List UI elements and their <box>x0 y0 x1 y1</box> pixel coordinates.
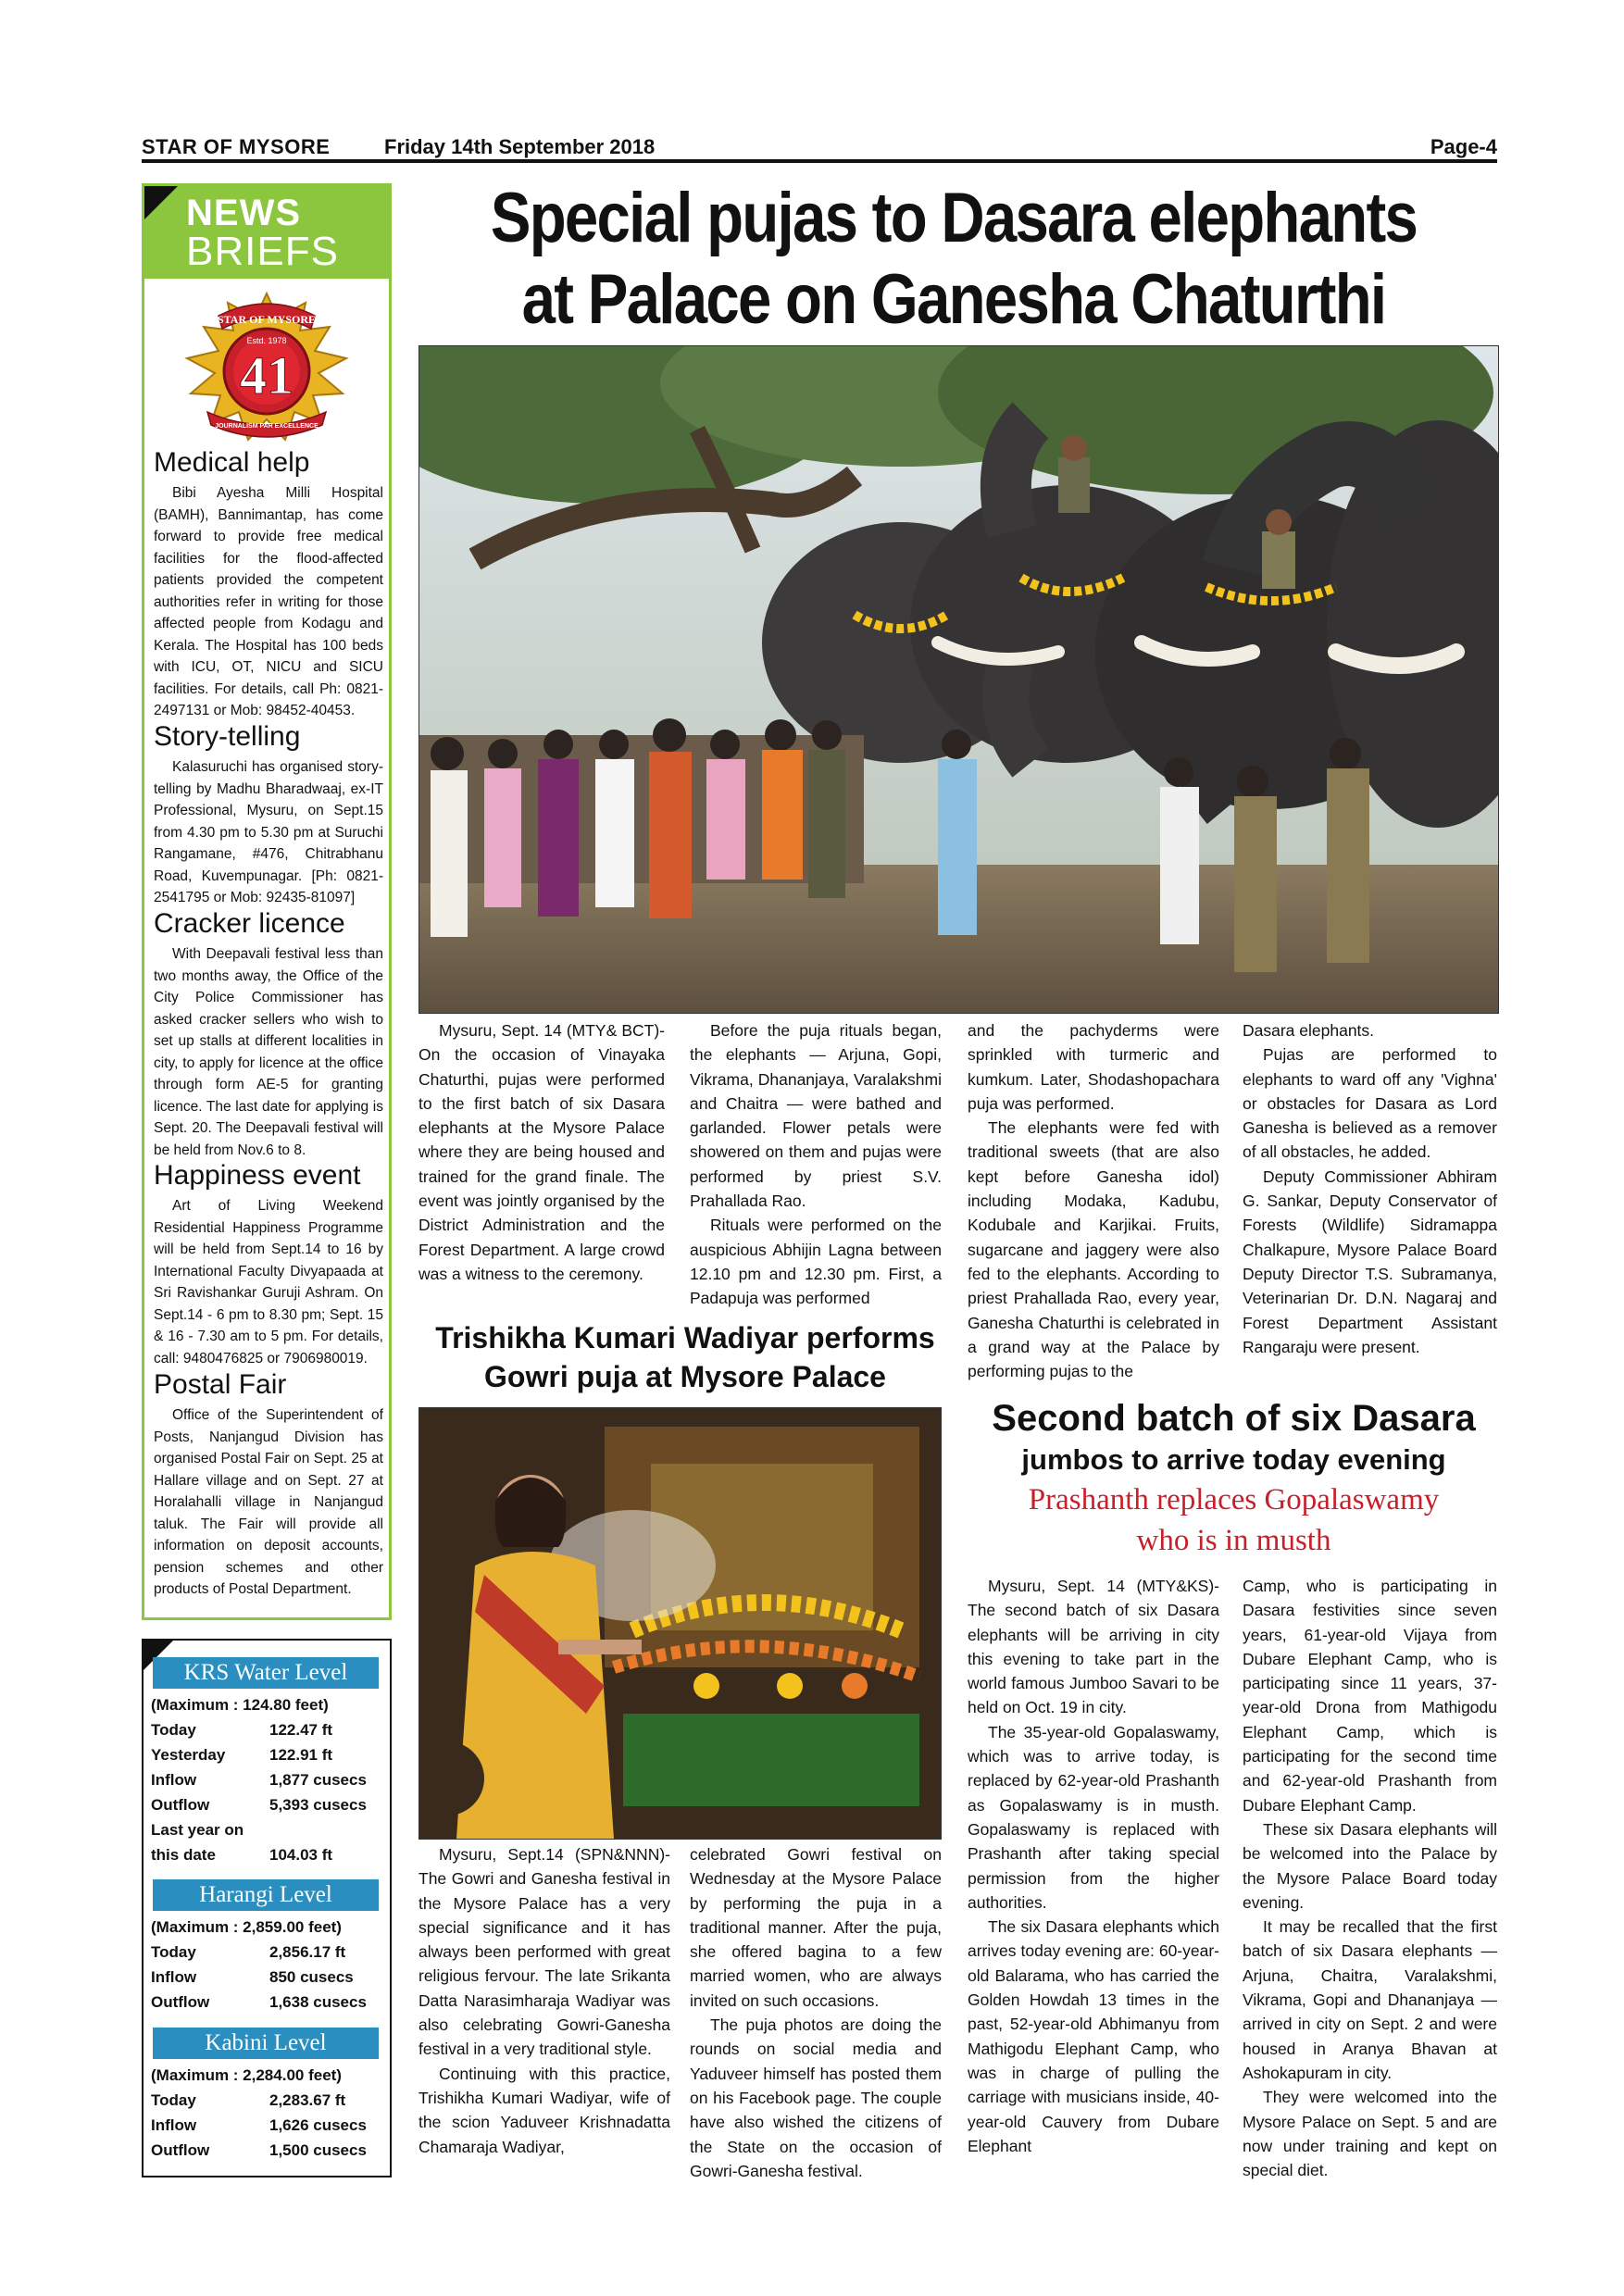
paragraph: Rituals were performed on the auspicious Abhijin Lagna between 12.10 pm and 12.30 pm. First, a Padapuja was performed <box>690 1216 942 1308</box>
brief-cracker-licence <box>154 908 383 1161</box>
gowri-col2 <box>690 1842 942 2183</box>
paragraph: It may be recalled that the first batch of six Dasara elephants — Arjuna, Chaitra, Varalakshmi, Vikrama, Gopi and Dhananjaya — arrived in city on Sept. 2 and were housed in Aranya Bhavan at Ashokapuram in city. <box>1243 1917 1497 2082</box>
brief-title: Medical help <box>154 447 310 478</box>
page-number: Page-4 <box>1430 135 1497 158</box>
row-value: 122.91 ft <box>269 1746 333 1764</box>
news-label: NEWS <box>186 193 301 233</box>
paragraph: Deputy Commissioner Abhiram G. Sankar, Deputy Conservator of Forests (Wildlife) Sidramappa Chalkapure, Mysore Palace Board Deputy Director T.S. Subramanya, Veterinarian Dr. D.N. Nagaraj and Forest Department Assistant Rangaraju were present. <box>1243 1167 1497 1356</box>
krs-title: KRS Water Level <box>153 1657 379 1689</box>
kabini-title: Kabini Level <box>153 2028 379 2059</box>
krs-row-inflow <box>151 1767 382 1792</box>
krs-row-last-year <box>151 1817 382 1842</box>
anniversary-logo <box>165 290 369 447</box>
row-key: Outflow <box>151 1993 210 2011</box>
paragraph: Pujas are performed to elephants to ward off any 'Vighna' or obstacles for Dasara as Lord Ganesha is believed as a remover of all obstacles, he added. <box>1243 1045 1497 1162</box>
row-key: Outflow <box>151 1796 210 1814</box>
paragraph: The 35-year-old Gopalaswamy, which was to arrive today, is replaced by 62-year-old Prashanth as Gopalaswamy is in musth. Gopalaswamy is replaced with Prashanth after taking special permission from the higher authorities. <box>968 1722 1219 1912</box>
brief-title: Postal Fair <box>154 1369 287 1400</box>
brief-text: Bibi Ayesha Milli Hospital (BAMH), Bannimantap, has come forward to provide free medical facilities for the flood-affected patients provided the competent authorities refer in writing for those affected people from Kodagu and Kerala. The Hospital has 100 beds with ICU, OT, NICU and SICU facilities. For details, call Ph: 0821-2497131 or Mob: 98452-40453. <box>154 485 383 718</box>
elephants-illustration <box>419 346 1498 1013</box>
corner-marker <box>144 186 178 219</box>
row-key: Today <box>151 1721 196 1739</box>
krs-row-outflow <box>151 1792 382 1817</box>
row-value: 1,500 cusecs <box>269 2141 367 2159</box>
main-headline <box>484 178 1424 341</box>
row-value: 1,638 cusecs <box>269 1993 367 2011</box>
masthead-rule <box>142 159 1497 163</box>
news-briefs-box <box>142 183 392 1620</box>
brief-title: Story-telling <box>154 721 301 752</box>
paragraph: Mysuru, Sept.14 (SPN&NNN)- The Gowri and Ganesha festival in the Mysore Palace has a very special significance and it has always been performed with great religious fervour. The late Srikanta Datta Narasimharaja Wadiyar was also celebrating Gowri-Ganesha festival in a very traditional style. <box>418 1845 670 2059</box>
kabini-row-inflow <box>151 2113 382 2138</box>
main-story-col4 <box>1243 1018 1497 1359</box>
main-headline-line1: Special pujas to Dasara elephants <box>490 179 1418 257</box>
krs-max-text: (Maximum : 124.80 feet) <box>151 1696 329 1714</box>
row-value: 1,877 cusecs <box>269 1771 367 1789</box>
kabini-row-today <box>151 2088 382 2113</box>
masthead <box>142 131 1497 163</box>
paragraph: and the pachyderms were sprinkled with turmeric and kumkum. Later, Shodashopachara puja was performed. <box>968 1021 1219 1113</box>
logo-number: 41 <box>240 345 294 406</box>
paragraph: The elephants were fed with traditional sweets (that are also kept before Ganesha idol) including Modaka, Kadubu, Kodubale and Karjikai. Fruits, sugarcane and jaggery were also fed to the elephants. According to priest Prahallada Rao, every year, Ganesha Chaturthi is celebrated in a grand way at the Palace by performing pujas to the <box>968 1118 1219 1381</box>
gowri-illustration <box>419 1408 941 1839</box>
row-key: Inflow <box>151 1771 197 1789</box>
row-value: 104.03 ft <box>269 1846 333 1864</box>
harangi-title: Harangi Level <box>153 1879 379 1911</box>
row-key: Today <box>151 1943 196 1961</box>
paragraph: celebrated Gowri festival on Wednesday at the Mysore Palace by performing the puja in a traditional manner. After the puja, she offered bagina to a few married women, who are always invited on such occasions. <box>690 1845 942 2010</box>
dasara-headline-line2: jumbos to arrive today evening <box>1021 1443 1446 1476</box>
paragraph: Camp, who is participating in Dasara festivities since seven years, 61-year-old Vijaya from Dubare Elephant Camp, who is participating since 11 years, 37-year-old Drona from Mathigodu Elephant Camp, which is participating for the second time and 62-year-old Prashanth from Dubare Elephant Camp. <box>1243 1577 1497 1815</box>
dasara-subhead-line2: who is in musth <box>1136 1524 1331 1557</box>
brief-text: With Deepavali festival less than two months away, the Office of the City Police Commissioner has asked cracker sellers who wish to set up stalls at different localities in city, to apply for licence at the office through form AE-5 for granting licence. The last date for applying is Sept. 20. The Deepavali festival will be held from Nov.6 to 8. <box>154 946 383 1158</box>
kabini-maximum <box>151 2063 382 2088</box>
brief-postal-fair <box>154 1369 383 1601</box>
paragraph: Mysuru, Sept. 14 (MTY&KS)- The second batch of six Dasara elephants will be arriving in city this evening to take part in the world famous Jumboo Savari to be held on Oct. 19 in city. <box>968 1577 1219 1717</box>
gowri-col1 <box>418 1842 670 2159</box>
elephants-puja-photo <box>418 345 1499 1014</box>
gowri-headline-line2: Gowri puja at Mysore Palace <box>484 1360 886 1393</box>
harangi-row-today <box>151 1940 382 1965</box>
paragraph: Mysuru, Sept. 14 (MTY& BCT)- On the occasion of Vinayaka Chaturthi, pujas were performed to the first batch of six Dasara elephants at the Mysore Palace where they are being housed and trained for the grand finale. The event was jointly organised by the District Administration and the Forest Department. A large crowd was a witness to the ceremony. <box>418 1021 665 1283</box>
brief-happiness-event <box>154 1160 383 1369</box>
row-key: Inflow <box>151 1968 197 1986</box>
row-value: 122.47 ft <box>269 1721 333 1739</box>
row-value: 2,856.17 ft <box>269 1943 346 1961</box>
row-key: Inflow <box>151 2116 197 2134</box>
row-key: Last year on <box>151 1821 244 1839</box>
dasara-headline-line1: Second batch of six Dasara <box>992 1398 1476 1439</box>
krs-maximum <box>151 1692 382 1717</box>
row-key: Yesterday <box>151 1746 226 1764</box>
gowri-headline-line1: Trishikha Kumari Wadiyar performs <box>435 1321 935 1354</box>
paragraph: The six Dasara elephants which arrives today evening are: 60-year-old Balarama, who has carried the Golden Howdah 13 times in the past, 52-year-old Abhimanyu from Mathigodu Elephant Camp, who was in charge of pulling the carriage with musicians inside, 40-year-old Cauvery from Dubare Elephant <box>968 1917 1219 2155</box>
paragraph: The puja photos are doing the rounds on social media and Yaduveer himself has posted them on his Facebook page. The couple have also wished the citizens of the State on the occasion of Gowri-Ganesha festival. <box>690 2015 942 2180</box>
dasara-subhead-line1: Prashanth replaces Gopalaswamy <box>1028 1483 1440 1516</box>
logo-estd-text: Estd. 1978 <box>246 336 287 345</box>
gowri-headline <box>407 1318 963 1396</box>
row-value: 2,283.67 ft <box>269 2091 346 2109</box>
main-story-col2 <box>690 1018 942 1311</box>
water-level-box <box>142 1639 392 2177</box>
krs-row-yesterday <box>151 1742 382 1767</box>
brief-medical-help <box>154 447 383 722</box>
brief-story-telling <box>154 721 383 909</box>
paragraph: Continuing with this practice, Trishikha Kumari Wadiyar, wife of the scion Yaduveer Krishnadatta Chamaraja Wadiyar, <box>418 2064 670 2156</box>
kabini-max-text: (Maximum : 2,284.00 feet) <box>151 2066 342 2084</box>
dasara-col2 <box>1243 1574 1497 2182</box>
dasara-col1 <box>968 1574 1219 2158</box>
paragraph: Before the puja rituals began, the elephants — Arjuna, Gopi, Vikrama, Dhananjaya, Varalakshmi and Chaitra — were bathed and garlanded. Flower petals were showered on them and pujas were performed by priest S.V. Prahallada Rao. <box>690 1021 942 1211</box>
harangi-row-inflow <box>151 1965 382 1990</box>
row-key: this date <box>151 1846 216 1864</box>
paragraph: Dasara elephants. <box>1243 1021 1375 1040</box>
harangi-maximum <box>151 1915 382 1940</box>
brief-text: Office of the Superintendent of Posts, Nanjangud Division has organised Postal Fair on Sept. 25 at Hallare village and on Sept. 27 at Horalahalli village in Nanjangud taluk. The Fair will provide all information on deposit accounts, pension schemes and other products of Postal Department. <box>154 1407 383 1597</box>
brief-title: Cracker licence <box>154 908 345 939</box>
issue-date: Friday 14th September 2018 <box>384 135 656 158</box>
kabini-row-outflow <box>151 2138 382 2163</box>
main-headline-line2: at Palace on Ganesha Chaturthi <box>521 260 1386 339</box>
brief-text: Art of Living Weekend Residential Happiness Programme will be held from Sept.14 to 16 by International Faculty Divyapaada at Sri Ravishankar Guruji Ashram. On Sept.14 - 6 pm to 8.30 pm; Sept. 15 & 16 - 7.30 am to 5 pm. For details, call: 9480476825 or 7906980019. <box>154 1198 383 1366</box>
brief-title: Happiness event <box>154 1160 361 1191</box>
dasara-headline <box>963 1396 1505 1561</box>
brief-text: Kalasuruchi has organised story-telling by Madhu Bharadwaaj, ex-IT Professional, Mysuru, on Sept.15 from 4.30 pm to 5.30 pm at Suruchi Rangamane, #476, Chitrabhanu Road, Kuvempunagar. [Ph: 0821-2541795 or Mob: 92435-81097] <box>154 759 383 905</box>
row-key: Today <box>151 2091 196 2109</box>
paragraph: These six Dasara elephants will be welcomed into the Palace by the Mysore Palace Board today evening. <box>1243 1819 1497 1912</box>
row-key: Outflow <box>151 2141 210 2159</box>
krs-row-this-date <box>151 1842 382 1867</box>
main-story-col1 <box>418 1018 665 1286</box>
row-value: 1,626 cusecs <box>269 2116 367 2134</box>
paper-name: STAR OF MYSORE <box>142 135 331 158</box>
logo-top-text: STAR OF MYSORE <box>217 313 317 326</box>
briefs-label: BRIEFS <box>186 229 339 274</box>
news-briefs-header <box>144 186 389 279</box>
harangi-row-outflow <box>151 1990 382 2015</box>
harangi-max-text: (Maximum : 2,859.00 feet) <box>151 1918 342 1936</box>
main-story-col3 <box>968 1018 1219 1383</box>
row-value: 850 cusecs <box>269 1968 354 1986</box>
logo-bottom-text: JOURNALISM PAR EXCELLENCE <box>215 423 319 430</box>
gowri-puja-photo <box>418 1407 942 1840</box>
paragraph: They were welcomed into the Mysore Palace on Sept. 5 and are now under training and kept on special diet. <box>1243 2088 1497 2180</box>
krs-row-today <box>151 1717 382 1742</box>
row-value: 5,393 cusecs <box>269 1796 367 1814</box>
